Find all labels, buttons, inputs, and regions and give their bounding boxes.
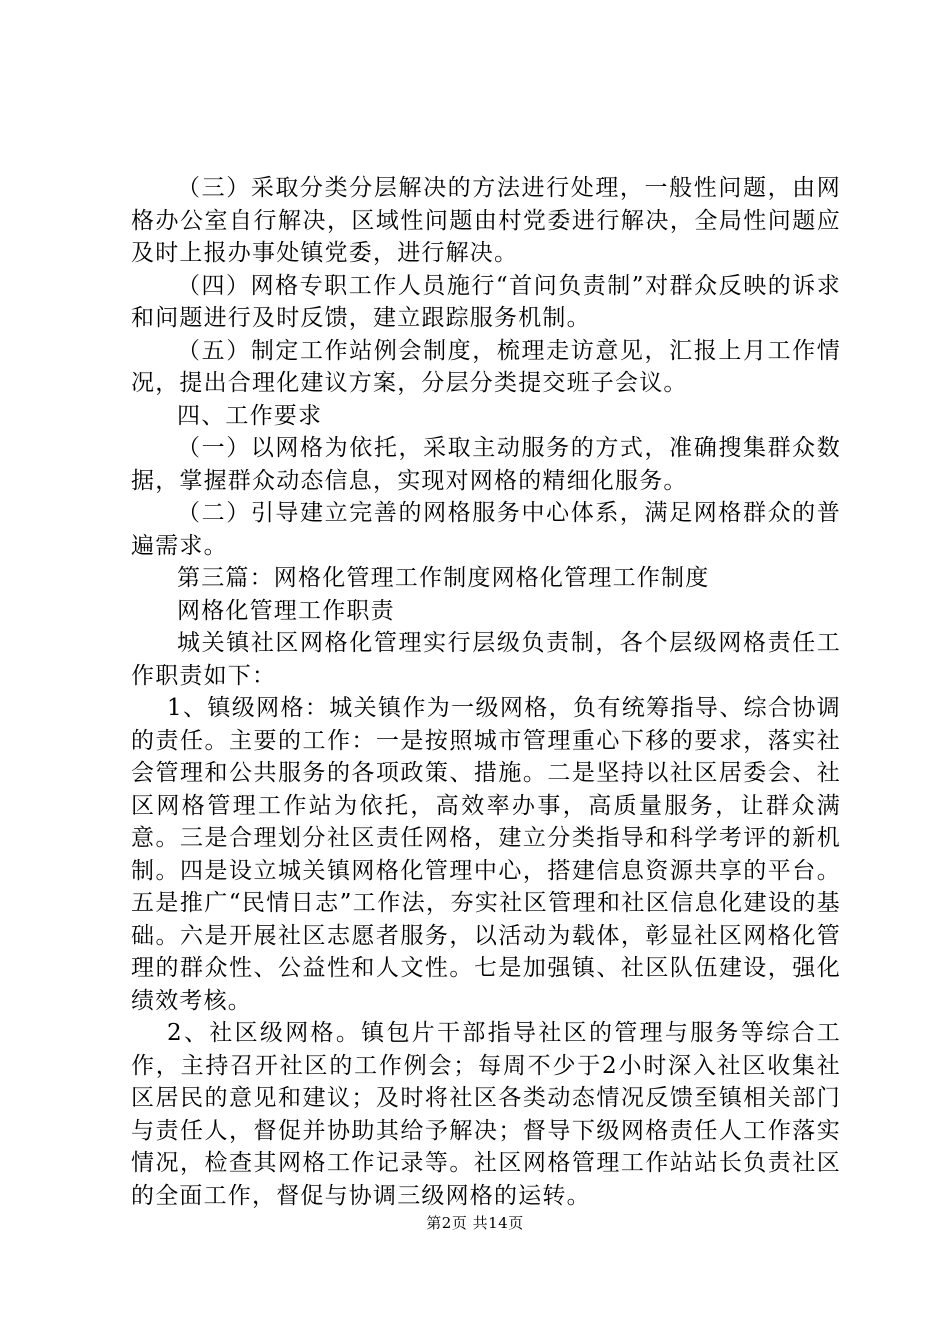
document-body: [131, 172, 841, 1212]
paragraph-community-level-grid: 2、社区级网格。镇包片干部指导社区的管理与服务等综合工作，主持召开社区的工作例会；每周不少于2小时深入社区收集社区居民的意见和建议；及时将社区各类动态情况反馈至镇相关部门与责任人，督促并协助其给予解决；督导下级网格责任人工作落实情况，检查其网格工作记录等。社区网格管理工作站站长负责社区的全面工作，督促与协调三级网格的运转。: [131, 1020, 841, 1209]
chapter-heading-part-three: 第三篇：网格化管理工作制度网格化管理工作制度: [177, 565, 710, 591]
paragraph-requirement-two: （二）引导建立完善的网格服务中心体系，满足网格群众的普遍需求。: [131, 500, 841, 559]
subheading-responsibilities: 网格化管理工作职责: [177, 597, 395, 624]
paragraph-requirement-one: （一）以网格为依托，采取主动服务的方式，准确搜集群众数据，掌握群众动态信息，实现对网格的精细化服务。: [131, 435, 841, 494]
section-heading-work-requirements: 四、工作要求: [177, 402, 323, 429]
paragraph-town-level-grid: 1、镇级网格：城关镇作为一级网格，负有统筹指导、综合协调的责任。主要的工作：一是按照城市管理重心下移的要求，落实社会管理和公共服务的各项政策、措施。二是坚持以社区居委会、社区网格管理工作站为依托，高效率办事，高质量服务，让群众满意。三是合理划分社区责任网格，建立分类指导和科学考评的新机制。四是设立城关镇网格化管理中心，搭建信息资源共享的平台。五是推广“民情日志”工作法，夯实社区管理和社区信息化建设的基础。六是开展社区志愿者服务，以活动为载体，彰显社区网格化管理的群众性、公益性和人文性。七是加强镇、社区队伍建设，强化绩效考核。: [131, 695, 841, 1014]
page-footer: [0, 1213, 950, 1233]
page-number-label: 第2页 共14页: [426, 1214, 524, 1232]
paragraph-five-regular-meeting: （五）制定工作站例会制度，梳理走访意见，汇报上月工作情况，提出合理化建议方案，分层分类提交班子会议。: [131, 337, 841, 396]
paragraph-intro-levels: 城关镇社区网格化管理实行层级负责制，各个层级网格责任工作职责如下：: [131, 630, 841, 689]
paragraph-four-first-responsibility: （四）网格专职工作人员施行“首问负责制”对群众反映的诉求和问题进行及时反馈，建立跟踪服务机制。: [131, 272, 841, 331]
paragraph-three-classified-handling: （三）采取分类分层解决的方法进行处理，一般性问题，由网格办公室自行解决，区域性问题由村党委进行解决，全局性问题应及时上报办事处镇党委，进行解决。: [131, 175, 841, 266]
